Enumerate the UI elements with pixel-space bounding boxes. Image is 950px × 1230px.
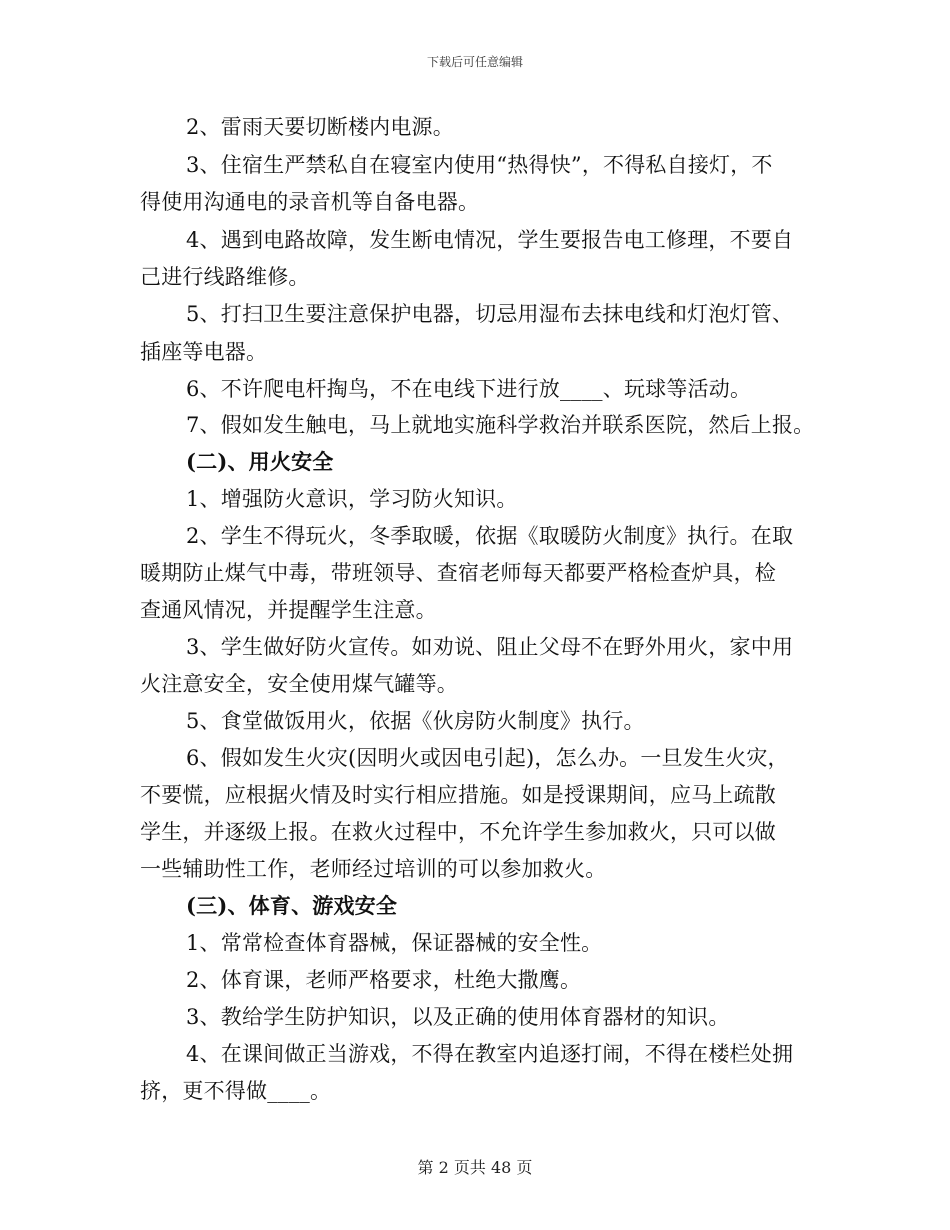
paragraph-line: 查通风情况，并提醒学生注意。 — [140, 598, 437, 622]
paragraph-line: 学生，并逐级上报。在救火过程中，不允许学生参加救火，只可以做 — [140, 820, 776, 844]
paragraph-line: 不要慌，应根据火情及时实行相应措施。如是授课期间，应马上疏散 — [140, 783, 776, 807]
paragraph-line: 2、体育课，老师严格要求，杜绝大撒鹰。 — [186, 968, 582, 992]
paragraph-line: 7、假如发生触电，马上就地实施科学救治并联系医院，然后上报。 — [186, 413, 815, 437]
section-heading: (二)、用火安全 — [186, 449, 334, 474]
paragraph-line: 6、假如发生火灾(因明火或因电引起)，怎么办。一旦发生火灾， — [186, 746, 789, 770]
page-footer: 第 2 页共 48 页 — [417, 1158, 533, 1177]
paragraph-line: 3、学生做好防火宣传。如劝说、阻止父母不在野外用火，家中用 — [186, 635, 794, 659]
paragraph-line: 插座等电器。 — [140, 340, 268, 364]
paragraph-line: 5、打扫卫生要注意保护电器，切忌用湿布去抹电线和灯泡灯管、 — [186, 302, 794, 326]
paragraph-line: 3、住宿生严禁私自在寝室内使用“热得快”，不得私自接灯，不 — [186, 153, 773, 177]
paragraph-line: 2、学生不得玩火，冬季取暖，依据《取暖防火制度》执行。在取 — [186, 524, 794, 548]
paragraph-line: 挤，更不得做____。 — [140, 1079, 332, 1103]
paragraph-line: 得使用沟通电的录音机等自备电器。 — [140, 190, 480, 214]
paragraph-line: 4、在课间做正当游戏，不得在教室内追逐打闹，不得在楼栏处拥 — [186, 1042, 794, 1066]
paragraph-line: 一些辅助性工作，老师经过培训的可以参加救火。 — [140, 857, 607, 881]
section-heading: (三)、体育、游戏安全 — [186, 893, 398, 918]
page-header: 下载后可任意编辑 — [426, 55, 523, 69]
paragraph-line: 6、不许爬电杆掏鸟，不在电线下进行放____、玩球等活动。 — [186, 377, 752, 401]
paragraph-line: 5、食堂做饭用火，依据《伙房防火制度》执行。 — [186, 709, 645, 733]
paragraph-line: 4、遇到电路故障，发生断电情况，学生要报告电工修理，不要自 — [186, 228, 794, 252]
paragraph-line: 3、教给学生防护知识，以及正确的使用体育器材的知识。 — [186, 1005, 730, 1029]
paragraph-line: 己进行线路维修。 — [140, 265, 310, 289]
paragraph-line: 暖期防止煤气中毒，带班领导、查宿老师每天都要严格检查炉具，检 — [140, 561, 776, 585]
paragraph-line: 2、雷雨天要切断楼内电源。 — [186, 115, 454, 139]
paragraph-line: 火注意安全，安全使用煤气罐等。 — [140, 672, 458, 696]
paragraph-line: 1、增强防火意识，学习防火知识。 — [186, 487, 518, 511]
paragraph-line: 1、常常检查体育器械，保证器械的安全性。 — [186, 931, 603, 955]
